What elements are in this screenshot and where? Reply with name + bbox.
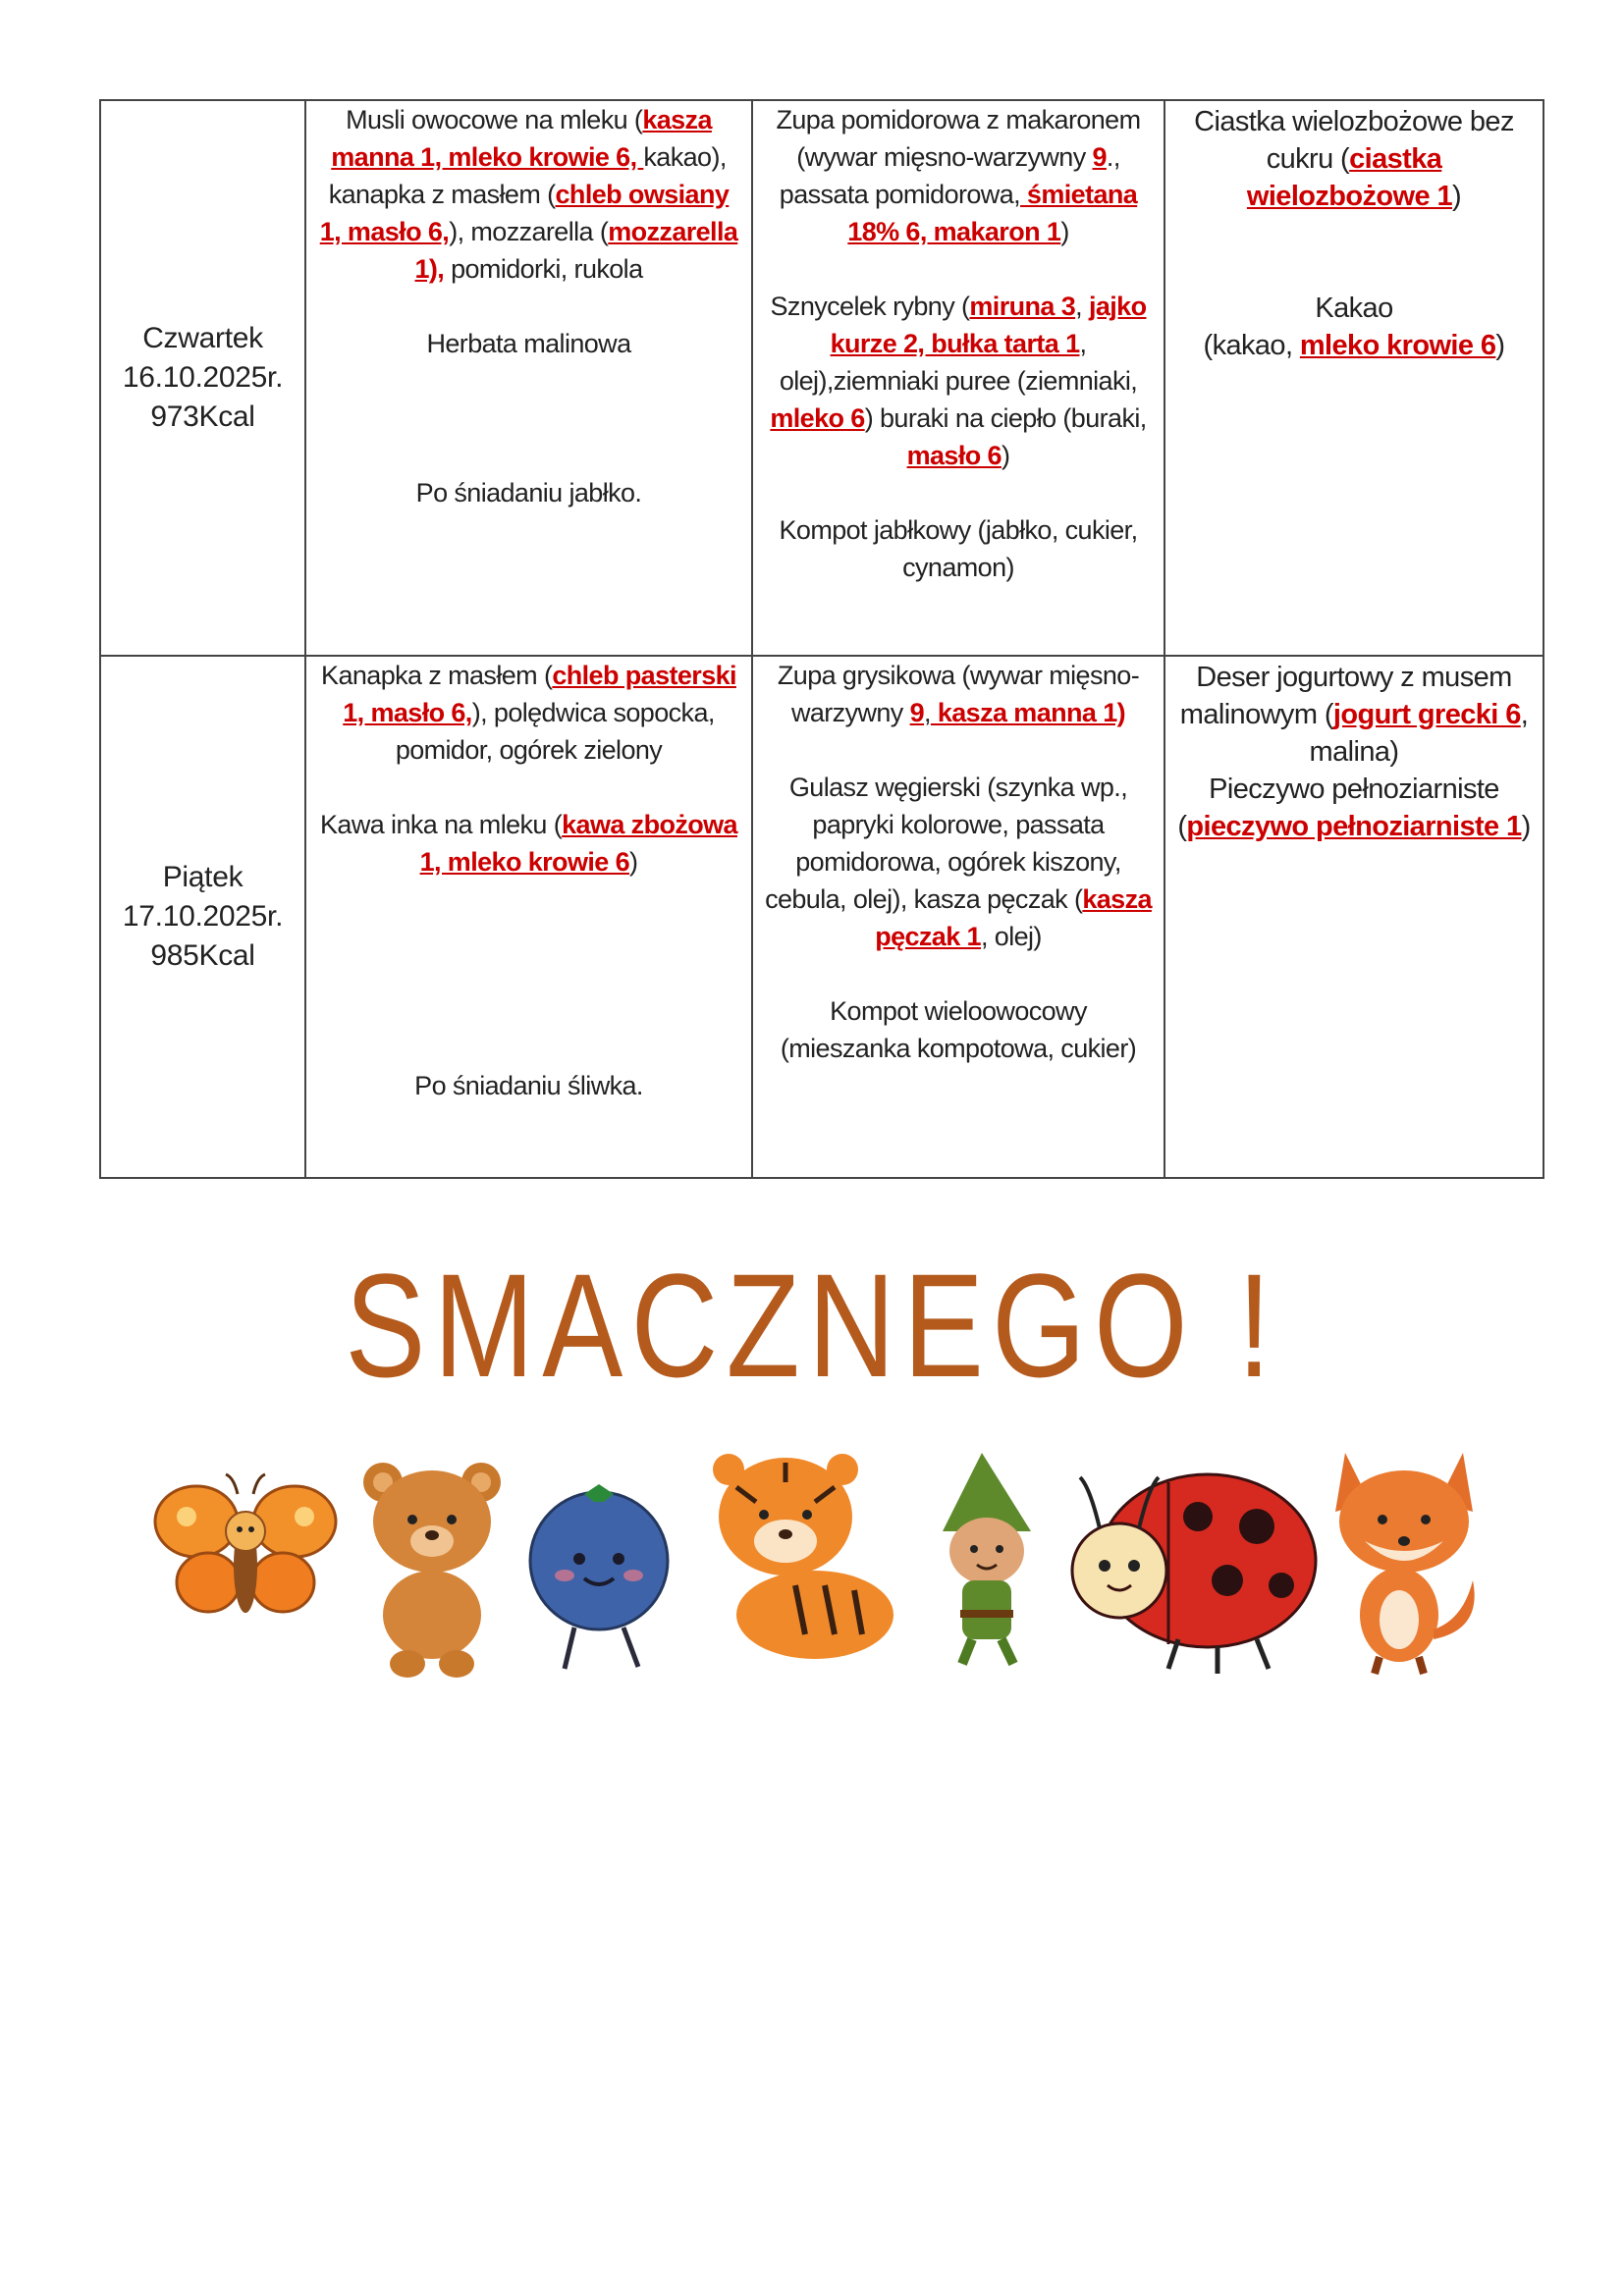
breakfast-cell [305, 656, 752, 1178]
breakfast-drink: Kawa inka na mleku (kawa zbożowa 1, mleko krowie 6) [320, 810, 737, 877]
allergen: mozzarella 1), [414, 217, 738, 284]
allergen: kawa zbożowa 1, mleko krowie 6 [419, 810, 737, 877]
allergen: jajko kurze 2, bułka tarta 1 [830, 292, 1147, 358]
gnome-icon [943, 1453, 1031, 1664]
fox-icon [1335, 1453, 1475, 1674]
allergen: 9 [909, 698, 925, 727]
allergen: kasza manna 1) [930, 698, 1126, 727]
lunch-drink: Kompot wieloowocowy (mieszanka kompotowa, cukier) [780, 996, 1137, 1063]
allergen: chleb owsiany 1, masło 6, [319, 180, 730, 246]
day-name: Czwartek [142, 322, 263, 354]
allergen: mleko krowie 6 [1299, 330, 1496, 361]
allergen: kasza manna 1, mleko krowie 6, [331, 105, 712, 172]
breakfast-cell [305, 100, 752, 656]
allergen: jogurt grecki 6 [1332, 699, 1521, 730]
blueberry-icon [530, 1484, 668, 1669]
day-kcal: 985Kcal [150, 939, 255, 972]
snack-bread: Pieczywo pełnoziarniste [1209, 774, 1499, 805]
day-kcal: 973Kcal [150, 400, 255, 433]
ladybug-icon [1072, 1474, 1316, 1674]
menu-row-thursday [100, 100, 1543, 656]
snack-drink: (kakao, mleko krowie 6) [1203, 330, 1505, 361]
snack-cell [1164, 100, 1543, 656]
lunch-cell [752, 100, 1164, 656]
breakfast-dish: Musli owocowe na mleku (kasza manna 1, mleko krowie 6, kakao), kanapka z masłem (chleb owsiany 1, masło 6,), mozzarella (mozzarella 1), pomidorki, rukola [319, 105, 738, 284]
snack-bread-allergen: (pieczywo pełnoziarniste 1) [1177, 811, 1531, 842]
animals-illustration [147, 1443, 1483, 1679]
allergen: ciastka wielozbożowe 1 [1246, 143, 1453, 212]
snack-cell [1164, 656, 1543, 1178]
lunch-soup: Zupa grysikowa (wywar mięsno-warzywny 9, kasza manna 1) [777, 661, 1140, 727]
allergen: śmietana 18% 6, makaron 1 [847, 180, 1138, 246]
allergen: 9 [1092, 142, 1107, 172]
breakfast-dish: Kanapka z masłem (chleb pasterski 1, masło 6,), polędwica sopocka, pomidor, ogórek zielony [321, 661, 736, 765]
allergen: miruna 3 [969, 292, 1076, 321]
allergen: chleb pasterski 1, masło 6, [343, 661, 736, 727]
day-date: 16.10.2025r. [122, 361, 284, 394]
breakfast-drink: Herbata malinowa [426, 329, 631, 358]
day-name: Piątek [162, 861, 244, 893]
allergen: kasza pęczak 1 [875, 884, 1152, 951]
breakfast-after: Po śniadaniu śliwka. [414, 1071, 643, 1100]
lunch-cell [752, 656, 1164, 1178]
allergen: masło 6 [906, 441, 1001, 470]
smacznego-title: SMACZNEGO ! [345, 1243, 1279, 1408]
menu-row-friday [100, 656, 1543, 1178]
snack-dish: Deser jogurtowy z musem malinowym (jogurt grecki 6, malina) [1179, 662, 1529, 768]
day-cell [100, 656, 305, 1178]
menu-table [99, 99, 1544, 1179]
allergen: pieczywo pełnoziarniste 1 [1186, 811, 1522, 842]
lunch-soup: Zupa pomidorowa z makaronem (wywar mięsno-warzywny 9., passata pomidorowa, śmietana 18% 6, makaron 1) [776, 105, 1141, 246]
snack-drink-title: Kakao [1315, 293, 1393, 324]
lunch-main: Gulasz węgierski (szynka wp., papryki kolorowe, passata pomidorowa, ogórek kiszony, cebula, olej), kasza pęczak (kasza pęczak 1, olej) [765, 773, 1152, 951]
bear-icon [363, 1463, 501, 1678]
allergen: mleko 6 [770, 403, 865, 433]
breakfast-after: Po śniadaniu jabłko. [415, 478, 642, 507]
lunch-main: Sznycelek rybny (miruna 3, jajko kurze 2, bułka tarta 1, olej),ziemniaki puree (ziemniaki, mleko 6) buraki na ciepło (buraki, masło 6) [770, 292, 1147, 470]
butterfly-icon [155, 1474, 336, 1613]
tiger-icon [713, 1454, 893, 1659]
day-date: 17.10.2025r. [122, 900, 284, 933]
day-cell [100, 100, 305, 656]
snack-dish: Ciastka wielozbożowe bez cukru (ciastka wielozbożowe 1) [1194, 106, 1514, 212]
lunch-drink: Kompot jabłkowy (jabłko, cukier, cynamon) [779, 515, 1138, 582]
